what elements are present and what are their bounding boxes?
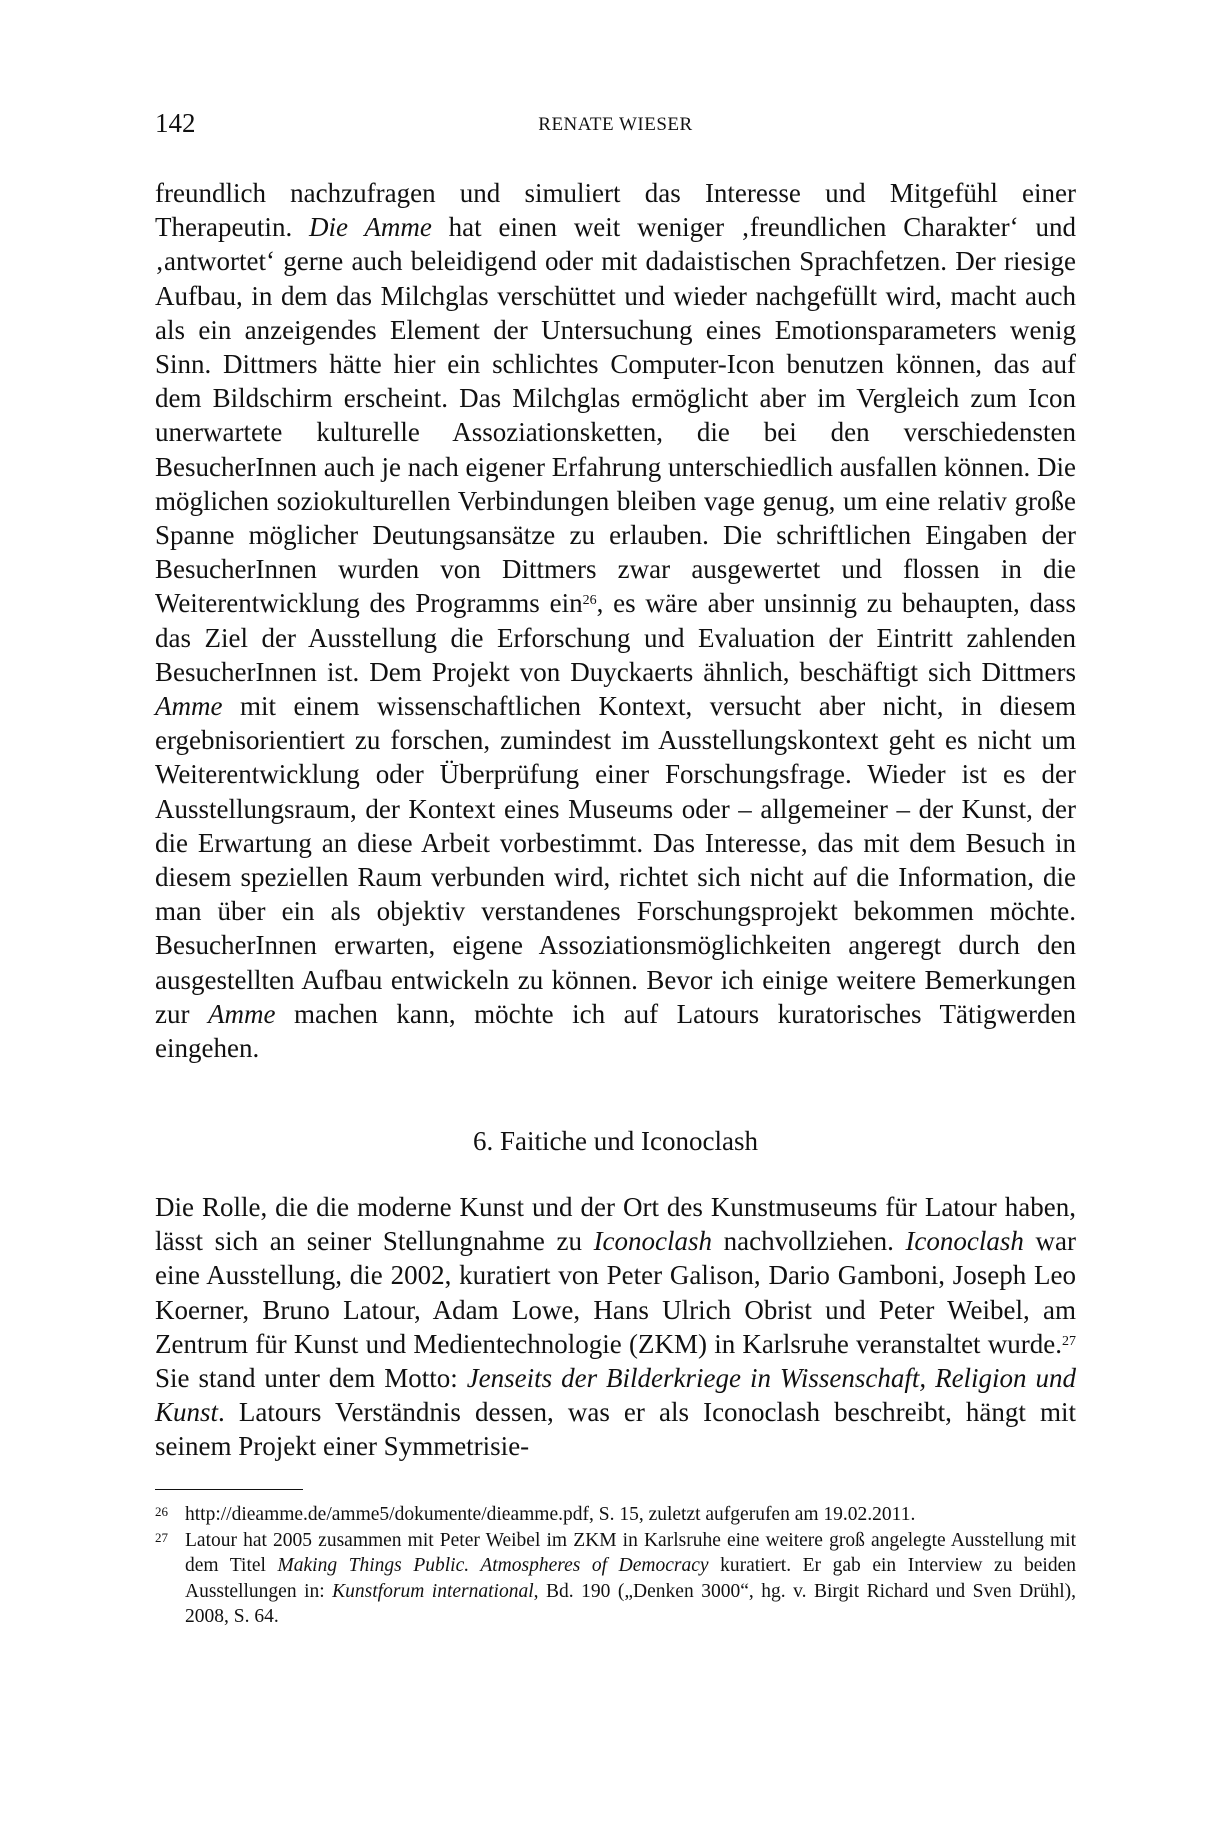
footnote-text: http://dieamme.de/amme5/dokumente/dieamme.pdf, S. 15, zuletzt aufgerufen am 19.02.2011. [185,1504,916,1525]
italic-title: Amme [155,691,223,722]
body-paragraph [155,1190,1076,1464]
footnotes [155,1502,1076,1630]
italic-title: Iconoclash [905,1226,1024,1257]
italic-title: Jenseits der Bilderkriege in Wissenschaft, Religion und Kunst [155,1363,1077,1428]
section-heading: 6. Faitiche und Iconoclash [473,1126,758,1156]
footnote-text: kuratiert. Er gab ein Interview zu beiden Ausstellungen in: [185,1555,1077,1602]
text-run: nachvollziehen. [712,1226,906,1257]
italic-title: Amme [207,998,276,1029]
italic-title: Die Amme [309,212,432,243]
footnote-divider [155,1489,303,1490]
footnote-ref: 26 [582,593,597,609]
footnote-number: 26 [155,1504,168,1519]
text-run: hat einen weit weniger ‚freundlichen Charakter‘ und ‚antwortet‘ gerne auch beleidigend oder mit dadaistischen Sprachfetzen. Der riesige Aufbau, in dem das Milchglas verschüttet und wieder nachgefüllt wird, macht auch als ein anzeigendes Element der Untersuchung eines Emotionsparameters wenig Sinn. Dittmers hätte hier ein schlichtes Computer-Icon benutzen können, das auf dem Bildschirm erscheint. Das Milchglas ermöglicht aber im Vergleich zum Icon unerwartete kulturelle Assoziationsketten, die bei den verschiedensten BesucherInnen auch je nach eigener Erfahrung unterschiedlich ausfallen können. Die möglichen soziokulturellen Verbindungen bleiben vage genug, um eine relativ große Spanne möglicher Deutungsansätze zu erlauben. Die schriftlichen Eingaben der BesucherInnen wurden von Dittmers zwar ausgewertet und flossen in die Weiterentwicklung des Programms ein [155,212,1076,619]
text-run: . Latours Verständnis dessen, was er als Iconoclash beschreibt, hängt mit seinem Projekt einer Symmetrisie- [155,1397,1076,1462]
page-number: 142 [155,108,196,138]
page-header [155,108,1076,148]
footnote [155,1528,1076,1630]
footnote-text: Latour hat 2005 zusammen mit Peter Weibel im ZKM in Karlsruhe eine weitere groß angelegte Ausstellung mit dem Titel [185,1529,1076,1576]
text-run: freundlich nachzufragen und simuliert das Interesse und Mitgefühl einer Therapeutin. [155,178,1076,243]
text-run: Die Rolle, die die moderne Kunst und der Ort des Kunstmuseums für Latour haben, lässt sich an seiner Stellungnahme zu [155,1192,1076,1257]
footnote [155,1502,1076,1528]
text-run: Sie stand unter dem Motto: [155,1363,467,1394]
text-run: machen kann, möchte ich auf Latours kuratorisches Tätigwerden eingehen. [155,998,1076,1064]
running-head: RENATE WIESER [538,114,693,135]
italic-title: Kunstforum international [332,1580,534,1602]
text-run: war eine Ausstellung, die 2002, kuratiert von Peter Galison, Dario Gamboni, Joseph Leo Koerner, Bruno Latour, Adam Lowe, Hans Ulrich Obrist und Peter Weibel, am Zentrum für Kunst und Medientechnologie (ZKM) in Karlsruhe veranstaltet wurde. [155,1226,1076,1359]
italic-title: Making Things Public. Atmospheres of Democracy [277,1555,709,1576]
text-run: , es wäre aber unsinnig zu behaupten, dass das Ziel der Ausstellung die Erforschung und Evaluation der Eintritt zahlenden BesucherInnen ist. Dem Projekt von Duyckaerts ähnlich, beschäftigt sich Dittmers [155,588,1076,687]
footnote-text: , Bd. 190 („Denken 3000“, hg. v. Birgit Richard und Sven Drühl), 2008, S. 64. [185,1580,1076,1627]
italic-title: Iconoclash [593,1226,713,1257]
footnote-ref: 27 [1062,1333,1076,1349]
body-paragraph [155,176,1076,1065]
text-run: mit einem wissenschaftlichen Kontext, versucht aber nicht, in diesem ergebnisorientiert zu forschen, zumindest im Ausstellungskontext geht es nicht um Weiterentwicklung oder Überprüfung einer Forschungsfrage. Wieder ist es der Ausstellungsraum, der Kontext eines Museums oder – allgemeiner – der Kunst, der die Erwartung an diese Arbeit vorbestimmt. Das Interesse, das mit dem Besuch in diesem speziellen Raum verbunden wird, richtet sich nicht auf die Information, die man über ein als objektiv verstandenes Forschungsprojekt bekommen möchte. BesucherInnen erwarten, eigene Assoziationsmöglichkeiten angeregt durch den ausgestellten Aufbau entwickeln zu können. Bevor ich einige weitere Bemerkungen zur [155,691,1076,1029]
footnote-number: 27 [155,1529,168,1545]
